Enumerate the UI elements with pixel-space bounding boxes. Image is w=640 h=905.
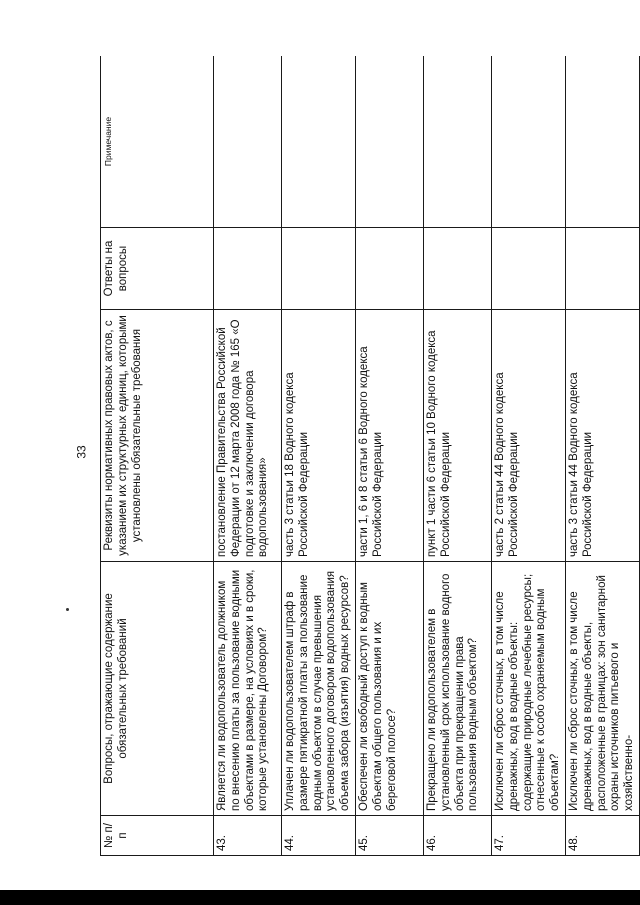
row-number: 44. [282,816,356,856]
table-row [423,56,491,856]
row-note [355,56,423,228]
header-answer: Ответы на вопросы [101,228,214,310]
row-question: Исключен ли сброс сточных, в том числе дренажных, вод в водные объекты: содержащие природные лечебные ресурсы; отнесенные к особо охраняемым водным объектам? [491,562,565,816]
row-note [565,56,639,228]
row-answer [565,228,639,310]
row-reference: части 1, 6 и 8 статьи 6 Водного кодекса Российской Федерации [355,310,423,562]
row-number: 45. [355,816,423,856]
table-row [282,56,356,856]
header-reference: Реквизиты нормативных правовых актов, с указанием их структурных единиц, которыми установлены обязательные требования [101,310,214,562]
row-answer [355,228,423,310]
rotated-table-container [100,56,640,856]
row-number: 47. [491,816,565,856]
row-reference: постановление Правительства Российской Федерации от 12 марта 2008 года № 165 «О подготовке и заключении договора водопользования» [214,310,282,562]
header-number: № п/п [101,816,214,856]
table-row [565,56,639,856]
row-reference: часть 2 статьи 44 Водного кодекса Российской Федерации [491,310,565,562]
row-answer [282,228,356,310]
requirements-table-area [100,56,640,856]
requirements-table [100,56,640,856]
page-number: 33 [74,445,89,459]
row-number: 43. [214,816,282,856]
header-question: Вопросы, отражающие содержание обязательных требований [101,562,214,816]
row-reference: часть 3 статьи 18 Водного кодекса Российской Федерации [282,310,356,562]
scan-edge-bar [0,890,640,905]
row-number: 46. [423,816,491,856]
row-answer [214,228,282,310]
header-note: Примечание [101,56,214,228]
row-number: 48. [565,816,639,856]
row-reference: часть 3 статьи 44 Водного кодекса Российской Федерации [565,310,639,562]
row-note [282,56,356,228]
table-row [214,56,282,856]
row-answer [491,228,565,310]
table-row [355,56,423,856]
row-note [491,56,565,228]
row-question: Исключен ли сброс сточных, в том числе дренажных, вод в водные объекты, расположенные в границах: зон санитарной охраны источников питьевого и хозяйственно- [565,562,639,816]
row-note [423,56,491,228]
row-question: Прекращено ли водопользователем в установленный срок использование водного объекта при прекращении права пользования водным объектом? [423,562,491,816]
row-note [214,56,282,228]
scan-speck [66,608,69,611]
table-header-row [101,56,214,856]
row-question: Уплачен ли водопользователем штраф в размере пятикратной платы за пользование водным объектом в случае превышения установленного договором водопользования объема забора (изъятия) водных ресурсов? [282,562,356,816]
row-reference: пункт 1 части 6 статьи 10 Водного кодекса Российской Федерации [423,310,491,562]
row-question: Является ли водопользователь должником по внесению платы за пользование водными объектами в размере, на условиях и в сроки, которые установлены Договором? [214,562,282,816]
row-question: Обеспечен ли свободный доступ к водным объектам общего пользования и их береговой полосе? [355,562,423,816]
table-row [491,56,565,856]
row-answer [423,228,491,310]
